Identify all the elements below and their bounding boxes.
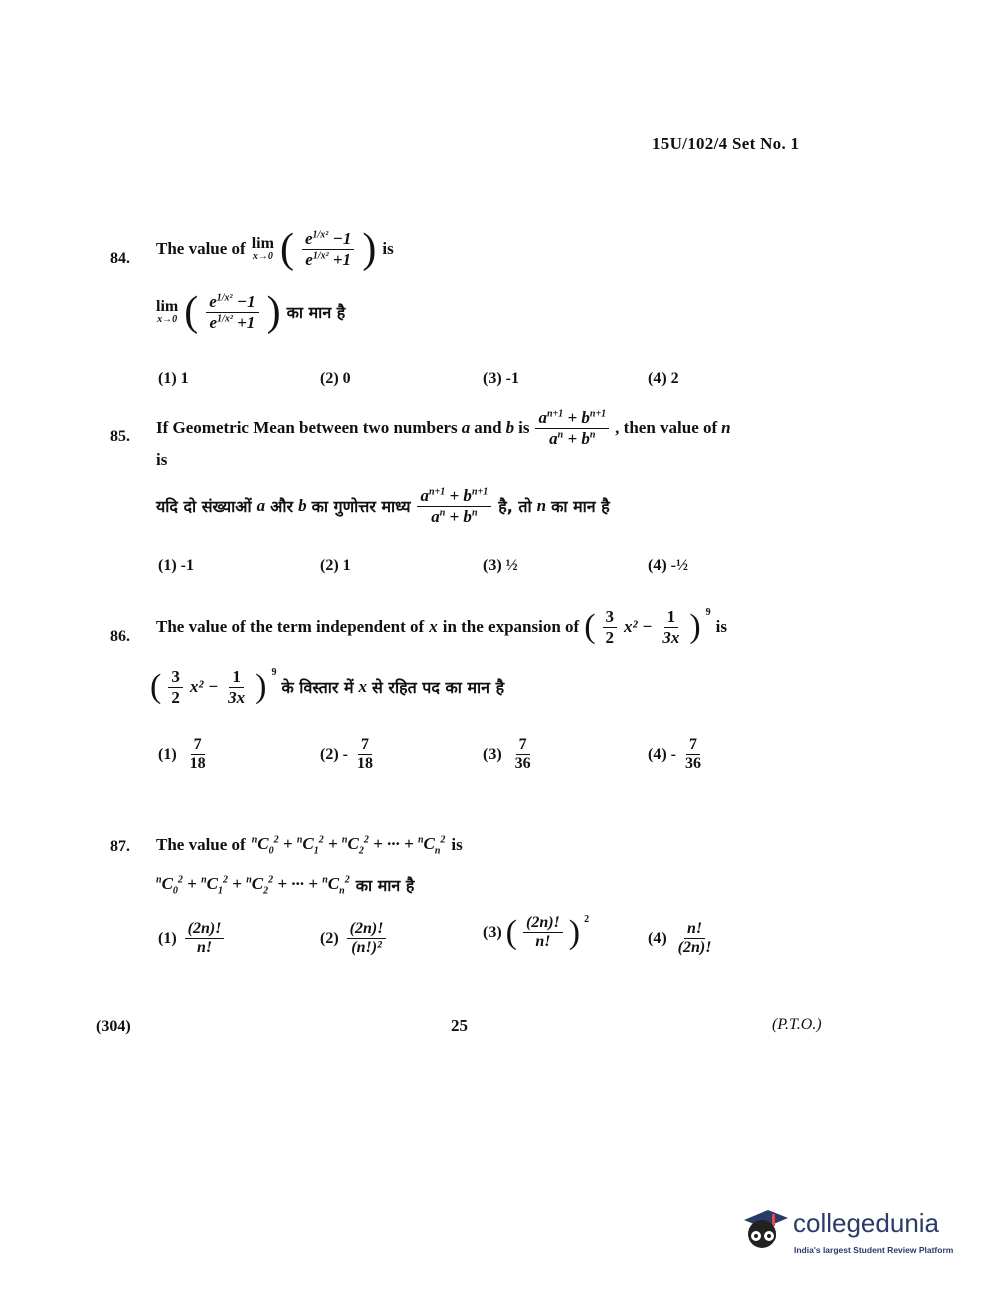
q87-option-1: (1) $\frac{(2n)!}{n!}$ [158, 920, 226, 958]
paper-code: 15U/102/4 Set No. 1 [652, 134, 800, 153]
question-87-english: The value of $^nC_0^2 + ^nC_1^2 + ^nC_2^2$ + ··· + $^nC_n^2$ is [156, 834, 463, 857]
question-86-hindi: ( $\frac{3}{2}$ x² − $\frac{1}{3x}$ ) $^9$ के विस्तार में x से रहित पद का मान है [150, 667, 505, 707]
q84-option-4: (4) 2 [648, 370, 679, 387]
q84-fraction: $\frac{e^{1/x^2} -1}{e^{1/x^2} +1}$ [302, 229, 354, 269]
page-number: 25 [451, 1016, 468, 1035]
q84-en-prefix: The value of [156, 239, 246, 258]
q86-option-1: (1) $\frac{7}{18}$ [158, 736, 206, 773]
q84-option-3: (3) -1 [483, 370, 519, 387]
booklet-code: (304) [96, 1018, 131, 1035]
question-84-number: 84. [110, 250, 130, 267]
question-85-number: 85. [110, 428, 130, 445]
q84-hi-fraction: $\frac{e^{1/x^2} -1}{e^{1/x^2} +1}$ [206, 292, 258, 332]
q84-hi-limit: lim x→0 [156, 298, 179, 325]
question-84-english: The value of lim x→0 ( $\frac{e^{1/x^2} -1}{e^{1/x^2} +1}$ ) is [156, 226, 394, 272]
q87-option-2: (2) $\frac{(2n)!}{\text{(n!)²}}$ [320, 920, 388, 958]
q85-hi-fraction: $\frac{a^{n+1} + b^{n+1}}{a^n + b^n}$ [417, 486, 491, 526]
question-84-hindi: lim x→0 ( $\frac{e^{1/x^2} -1}{e^{1/x^2} +1}$ ) का मान है [156, 289, 346, 335]
q86-option-3: (3) $\frac{7}{36}$ [483, 736, 531, 773]
q86-option-4: (4) - $\frac{7}{36}$ [648, 736, 701, 773]
collegedunia-mascot-icon [738, 1198, 792, 1254]
q84-en-suffix: is [382, 239, 394, 258]
q85-option-2: (2) 1 [320, 557, 351, 574]
question-87-number: 87. [110, 838, 130, 855]
q84-hi-suffix: का मान है [286, 303, 346, 322]
question-86-number: 86. [110, 628, 130, 645]
q87-option-4: (4) $\frac{n!}{(2n)!}$ [648, 920, 712, 957]
logo-tagline: India's largest Student Review Platform [794, 1245, 954, 1255]
q85-en-end: is [156, 450, 168, 469]
question-85-hindi: यदि दो संख्याओं a और b का गुणोत्तर माध्य $\frac{a^{n+1} + b^{n+1}}{a^n + b^n}$ है, तो n का मान है [156, 486, 610, 526]
question-85-english: If Geometric Mean between two numbers a and b is $\frac{a^{n+1} + b^{n+1}}{a^n + b^n}$ , then value of n [156, 408, 731, 448]
q84-limit: lim x→0 [251, 235, 274, 262]
q84-option-1: (1) 1 [158, 370, 189, 387]
pto-label: (P.T.O.) [772, 1016, 822, 1033]
question-86-english: The value of the term independent of x in the expansion of ( $\frac{3}{2}$ x² − $\frac{1}{3x}$ ) $^9$ is [156, 607, 728, 647]
q86-option-2: (2) - $\frac{7}{18}$ [320, 736, 373, 773]
q85-option-4: (4) -½ [648, 557, 688, 574]
q85-option-1: (1) -1 [158, 557, 194, 574]
q87-option-3: (3) ( $\frac{(2n)!}{n!}$ ) $^2$ [483, 913, 590, 951]
logo-wordmark: collegedunia [793, 1208, 940, 1238]
q84-option-2: (2) 0 [320, 370, 351, 387]
question-87-hindi: $^nC_0^2 + ^nC_1^2 + ^nC_2^2$ + ··· + $^nC_n^2$ का मान है [156, 874, 415, 897]
q85-option-3: (3) ½ [483, 557, 518, 574]
q85-fraction: $\frac{a^{n+1} + b^{n+1}}{a^n + b^n}$ [535, 408, 609, 448]
